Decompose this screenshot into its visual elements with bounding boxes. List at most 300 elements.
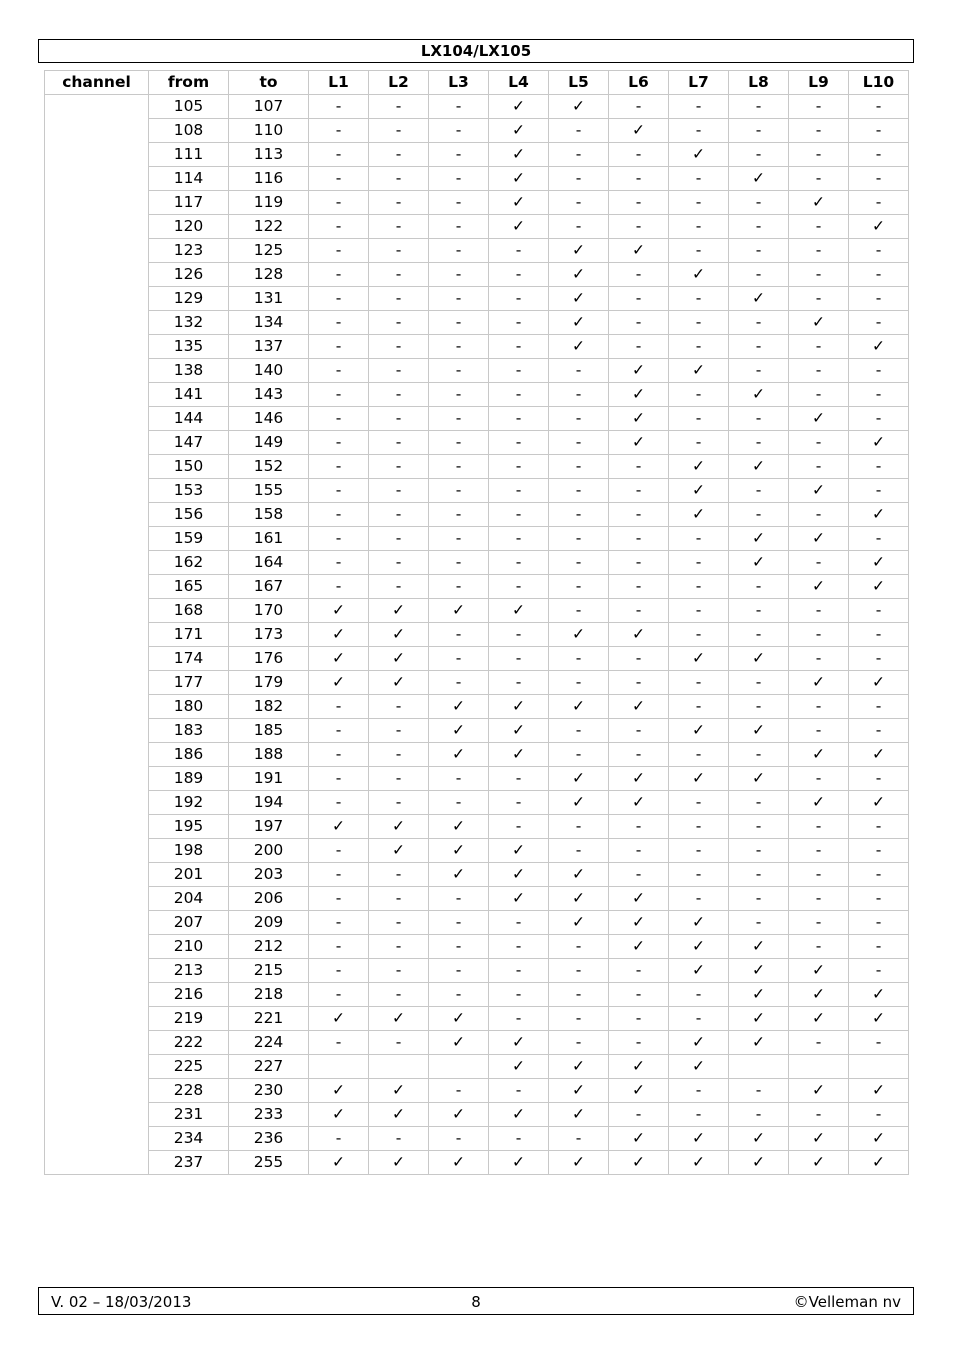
level-cell: - xyxy=(489,455,549,479)
to-cell: 185 xyxy=(229,719,309,743)
table-row xyxy=(45,167,909,191)
level-cell: ✓ xyxy=(309,599,369,623)
level-cell: - xyxy=(309,983,369,1007)
to-cell: 122 xyxy=(229,215,309,239)
to-cell: 143 xyxy=(229,383,309,407)
level-cell: ✓ xyxy=(849,743,909,767)
table-row xyxy=(45,407,909,431)
from-cell: 129 xyxy=(149,287,229,311)
column-header-from: from xyxy=(149,71,229,95)
level-cell: ✓ xyxy=(669,1055,729,1079)
level-cell: - xyxy=(849,95,909,119)
level-cell: - xyxy=(369,287,429,311)
level-cell: - xyxy=(849,839,909,863)
level-cell: - xyxy=(489,383,549,407)
level-cell: - xyxy=(849,959,909,983)
level-cell: - xyxy=(429,503,489,527)
from-cell: 111 xyxy=(149,143,229,167)
level-cell: ✓ xyxy=(429,695,489,719)
level-cell: ✓ xyxy=(849,575,909,599)
level-cell: - xyxy=(669,863,729,887)
level-cell: ✓ xyxy=(669,479,729,503)
level-cell: - xyxy=(369,455,429,479)
level-cell: - xyxy=(309,335,369,359)
table-row xyxy=(45,143,909,167)
level-cell: ✓ xyxy=(789,479,849,503)
level-cell: - xyxy=(729,311,789,335)
level-cell: - xyxy=(489,263,549,287)
table-row xyxy=(45,455,909,479)
level-cell: ✓ xyxy=(609,383,669,407)
level-cell: - xyxy=(669,383,729,407)
level-cell: ✓ xyxy=(669,1127,729,1151)
level-cell: ✓ xyxy=(729,767,789,791)
level-cell: - xyxy=(849,359,909,383)
level-cell: - xyxy=(729,743,789,767)
column-header-l5: L5 xyxy=(549,71,609,95)
level-cell: ✓ xyxy=(729,719,789,743)
level-cell: - xyxy=(429,287,489,311)
level-cell: ✓ xyxy=(429,719,489,743)
level-cell: - xyxy=(669,119,729,143)
table-row xyxy=(45,263,909,287)
level-cell: - xyxy=(789,263,849,287)
level-cell: ✓ xyxy=(549,287,609,311)
table-row xyxy=(45,959,909,983)
level-cell: - xyxy=(729,95,789,119)
page-footer xyxy=(38,1287,914,1315)
level-cell: - xyxy=(849,119,909,143)
level-cell: - xyxy=(369,503,429,527)
column-header-l9: L9 xyxy=(789,71,849,95)
level-cell: - xyxy=(549,431,609,455)
to-cell: 116 xyxy=(229,167,309,191)
from-cell: 222 xyxy=(149,1031,229,1055)
level-cell: - xyxy=(549,383,609,407)
level-cell: - xyxy=(789,599,849,623)
level-cell: - xyxy=(429,551,489,575)
from-cell: 168 xyxy=(149,599,229,623)
column-header-l2: L2 xyxy=(369,71,429,95)
level-cell: - xyxy=(789,359,849,383)
to-cell: 200 xyxy=(229,839,309,863)
level-cell: - xyxy=(369,239,429,263)
level-cell: ✓ xyxy=(669,263,729,287)
to-cell: 179 xyxy=(229,671,309,695)
level-cell: - xyxy=(429,935,489,959)
level-cell: - xyxy=(789,239,849,263)
level-cell: - xyxy=(609,815,669,839)
level-cell: - xyxy=(549,935,609,959)
from-cell: 210 xyxy=(149,935,229,959)
level-cell: - xyxy=(429,959,489,983)
level-cell: - xyxy=(549,1031,609,1055)
level-cell: - xyxy=(549,215,609,239)
table-row xyxy=(45,479,909,503)
level-cell: - xyxy=(369,311,429,335)
level-cell: - xyxy=(489,671,549,695)
level-cell: - xyxy=(609,1031,669,1055)
channel-table xyxy=(44,70,909,1175)
level-cell: - xyxy=(609,743,669,767)
level-cell: ✓ xyxy=(849,335,909,359)
level-cell: ✓ xyxy=(669,143,729,167)
level-cell: ✓ xyxy=(849,1079,909,1103)
level-cell: - xyxy=(849,143,909,167)
level-cell: - xyxy=(729,143,789,167)
to-cell: 113 xyxy=(229,143,309,167)
level-cell: - xyxy=(309,863,369,887)
level-cell: ✓ xyxy=(789,527,849,551)
level-cell: - xyxy=(309,143,369,167)
table-row xyxy=(45,359,909,383)
level-cell: - xyxy=(309,719,369,743)
from-cell: 165 xyxy=(149,575,229,599)
column-header-l6: L6 xyxy=(609,71,669,95)
to-cell: 128 xyxy=(229,263,309,287)
to-cell: 134 xyxy=(229,311,309,335)
level-cell: ✓ xyxy=(849,1151,909,1175)
level-cell: - xyxy=(609,719,669,743)
level-cell: - xyxy=(369,551,429,575)
level-cell: - xyxy=(609,1007,669,1031)
level-cell: - xyxy=(789,119,849,143)
level-cell: - xyxy=(429,383,489,407)
level-cell: - xyxy=(729,887,789,911)
table-row xyxy=(45,551,909,575)
level-cell: - xyxy=(309,191,369,215)
level-cell: - xyxy=(849,311,909,335)
level-cell: - xyxy=(669,407,729,431)
to-cell: 212 xyxy=(229,935,309,959)
level-cell: ✓ xyxy=(429,815,489,839)
level-cell: - xyxy=(609,167,669,191)
level-cell: - xyxy=(489,1127,549,1151)
level-cell: ✓ xyxy=(729,551,789,575)
level-cell: ✓ xyxy=(369,815,429,839)
to-cell: 161 xyxy=(229,527,309,551)
level-cell: - xyxy=(669,815,729,839)
level-cell: - xyxy=(789,839,849,863)
level-cell: - xyxy=(309,1031,369,1055)
table-row xyxy=(45,1007,909,1031)
level-cell: - xyxy=(309,575,369,599)
column-header-channel: channel xyxy=(45,71,149,95)
level-cell: - xyxy=(669,671,729,695)
level-cell: ✓ xyxy=(309,671,369,695)
level-cell: ✓ xyxy=(729,983,789,1007)
table-row xyxy=(45,1151,909,1175)
level-cell: - xyxy=(609,335,669,359)
table-body xyxy=(45,95,909,1175)
level-cell: - xyxy=(789,911,849,935)
table-row xyxy=(45,767,909,791)
level-cell: ✓ xyxy=(609,935,669,959)
level-cell: - xyxy=(309,935,369,959)
level-cell: ✓ xyxy=(789,983,849,1007)
level-cell: - xyxy=(429,335,489,359)
level-cell: - xyxy=(309,767,369,791)
to-cell: 206 xyxy=(229,887,309,911)
level-cell: - xyxy=(849,863,909,887)
level-cell: ✓ xyxy=(489,695,549,719)
level-cell: - xyxy=(369,887,429,911)
table-row xyxy=(45,647,909,671)
table-row xyxy=(45,911,909,935)
level-cell: - xyxy=(489,335,549,359)
level-cell: ✓ xyxy=(549,1151,609,1175)
level-cell: ✓ xyxy=(369,1007,429,1031)
table-row xyxy=(45,527,909,551)
from-cell: 126 xyxy=(149,263,229,287)
level-cell: ✓ xyxy=(369,839,429,863)
level-cell: ✓ xyxy=(789,671,849,695)
level-cell: ✓ xyxy=(789,743,849,767)
level-cell: ✓ xyxy=(789,1151,849,1175)
level-cell: - xyxy=(729,623,789,647)
level-cell: - xyxy=(789,695,849,719)
level-cell: - xyxy=(609,863,669,887)
level-cell: - xyxy=(549,551,609,575)
level-cell: ✓ xyxy=(309,815,369,839)
level-cell: - xyxy=(669,239,729,263)
level-cell: - xyxy=(609,1103,669,1127)
level-cell: ✓ xyxy=(609,767,669,791)
level-cell: ✓ xyxy=(549,1103,609,1127)
level-cell: ✓ xyxy=(669,935,729,959)
level-cell: - xyxy=(789,167,849,191)
level-cell: - xyxy=(489,551,549,575)
level-cell: - xyxy=(729,407,789,431)
level-cell: - xyxy=(789,383,849,407)
from-cell: 138 xyxy=(149,359,229,383)
level-cell: ✓ xyxy=(669,359,729,383)
level-cell: - xyxy=(309,1127,369,1151)
level-cell: - xyxy=(849,239,909,263)
document-title: LX104/LX105 xyxy=(38,39,914,63)
level-cell: - xyxy=(729,119,789,143)
level-cell: - xyxy=(369,119,429,143)
level-cell: - xyxy=(549,527,609,551)
level-cell: - xyxy=(309,839,369,863)
to-cell: 182 xyxy=(229,695,309,719)
level-cell: ✓ xyxy=(669,455,729,479)
level-cell: - xyxy=(309,695,369,719)
level-cell: - xyxy=(789,431,849,455)
level-cell: ✓ xyxy=(429,839,489,863)
level-cell: ✓ xyxy=(669,503,729,527)
level-cell: - xyxy=(669,551,729,575)
level-cell: - xyxy=(549,983,609,1007)
level-cell: ✓ xyxy=(549,263,609,287)
level-cell: - xyxy=(489,239,549,263)
level-cell: - xyxy=(849,911,909,935)
level-cell: - xyxy=(789,287,849,311)
from-cell: 201 xyxy=(149,863,229,887)
level-cell: ✓ xyxy=(789,1079,849,1103)
table-row xyxy=(45,743,909,767)
table-row xyxy=(45,1127,909,1151)
from-cell: 225 xyxy=(149,1055,229,1079)
level-cell: - xyxy=(729,575,789,599)
table-row xyxy=(45,599,909,623)
level-cell: - xyxy=(429,95,489,119)
level-cell: ✓ xyxy=(849,983,909,1007)
to-cell: 146 xyxy=(229,407,309,431)
to-cell: 215 xyxy=(229,959,309,983)
level-cell: ✓ xyxy=(309,1103,369,1127)
level-cell: - xyxy=(849,599,909,623)
level-cell: ✓ xyxy=(729,527,789,551)
level-cell: - xyxy=(549,167,609,191)
level-cell: - xyxy=(369,215,429,239)
level-cell: - xyxy=(549,479,609,503)
level-cell: ✓ xyxy=(489,143,549,167)
level-cell: - xyxy=(369,575,429,599)
to-cell: 203 xyxy=(229,863,309,887)
level-cell: - xyxy=(729,839,789,863)
level-cell: - xyxy=(849,479,909,503)
level-cell: - xyxy=(489,479,549,503)
level-cell: - xyxy=(669,1103,729,1127)
level-cell: - xyxy=(369,935,429,959)
to-cell: 188 xyxy=(229,743,309,767)
level-cell: ✓ xyxy=(849,215,909,239)
level-cell: - xyxy=(609,191,669,215)
level-cell: - xyxy=(789,215,849,239)
level-cell: - xyxy=(729,695,789,719)
table-row xyxy=(45,119,909,143)
table-row xyxy=(45,863,909,887)
level-cell: - xyxy=(309,407,369,431)
level-cell: - xyxy=(489,767,549,791)
level-cell: - xyxy=(669,311,729,335)
from-cell: 141 xyxy=(149,383,229,407)
level-cell: ✓ xyxy=(489,191,549,215)
level-cell xyxy=(369,1055,429,1079)
to-cell: 152 xyxy=(229,455,309,479)
level-cell: ✓ xyxy=(309,1151,369,1175)
level-cell: - xyxy=(489,407,549,431)
level-cell: - xyxy=(429,311,489,335)
level-cell: ✓ xyxy=(669,647,729,671)
table-row xyxy=(45,1031,909,1055)
level-cell: - xyxy=(669,191,729,215)
level-cell: ✓ xyxy=(669,1151,729,1175)
from-cell: 174 xyxy=(149,647,229,671)
column-header-l3: L3 xyxy=(429,71,489,95)
level-cell: - xyxy=(789,143,849,167)
from-cell: 228 xyxy=(149,1079,229,1103)
level-cell: ✓ xyxy=(489,719,549,743)
level-cell: - xyxy=(369,407,429,431)
level-cell: - xyxy=(309,431,369,455)
level-cell: - xyxy=(609,95,669,119)
level-cell: ✓ xyxy=(549,887,609,911)
level-cell: - xyxy=(489,815,549,839)
level-cell: - xyxy=(309,167,369,191)
from-cell: 207 xyxy=(149,911,229,935)
level-cell: ✓ xyxy=(489,1055,549,1079)
level-cell: - xyxy=(549,359,609,383)
to-cell: 173 xyxy=(229,623,309,647)
from-cell: 177 xyxy=(149,671,229,695)
from-cell: 123 xyxy=(149,239,229,263)
level-cell: - xyxy=(669,431,729,455)
level-cell: ✓ xyxy=(729,1151,789,1175)
from-cell: 120 xyxy=(149,215,229,239)
level-cell: ✓ xyxy=(789,1007,849,1031)
level-cell: ✓ xyxy=(369,647,429,671)
level-cell: - xyxy=(729,863,789,887)
level-cell: ✓ xyxy=(609,887,669,911)
from-cell: 213 xyxy=(149,959,229,983)
level-cell: - xyxy=(489,911,549,935)
table-row xyxy=(45,1103,909,1127)
level-cell: - xyxy=(729,599,789,623)
level-cell: - xyxy=(369,695,429,719)
level-cell xyxy=(309,1055,369,1079)
level-cell: ✓ xyxy=(609,911,669,935)
level-cell: ✓ xyxy=(729,1127,789,1151)
level-cell: - xyxy=(609,671,669,695)
level-cell: - xyxy=(609,551,669,575)
level-cell: - xyxy=(429,983,489,1007)
level-cell: - xyxy=(609,599,669,623)
level-cell: - xyxy=(429,359,489,383)
to-cell: 167 xyxy=(229,575,309,599)
level-cell: - xyxy=(609,215,669,239)
level-cell: - xyxy=(429,431,489,455)
level-cell: ✓ xyxy=(729,1007,789,1031)
level-cell: - xyxy=(369,743,429,767)
level-cell: ✓ xyxy=(549,623,609,647)
level-cell: ✓ xyxy=(309,647,369,671)
to-cell: 255 xyxy=(229,1151,309,1175)
level-cell: - xyxy=(789,647,849,671)
level-cell: ✓ xyxy=(549,911,609,935)
level-cell: - xyxy=(669,215,729,239)
level-cell: ✓ xyxy=(429,599,489,623)
to-cell: 140 xyxy=(229,359,309,383)
from-cell: 132 xyxy=(149,311,229,335)
level-cell: ✓ xyxy=(549,791,609,815)
level-cell: - xyxy=(789,767,849,791)
level-cell: - xyxy=(489,575,549,599)
level-cell: - xyxy=(669,335,729,359)
level-cell: - xyxy=(669,575,729,599)
footer-page-number: 8 xyxy=(471,1293,481,1311)
footer-copyright: ©Velleman nv xyxy=(793,1293,901,1311)
level-cell: ✓ xyxy=(489,119,549,143)
level-cell: ✓ xyxy=(549,863,609,887)
to-cell: 236 xyxy=(229,1127,309,1151)
level-cell: ✓ xyxy=(369,1103,429,1127)
level-cell: - xyxy=(309,743,369,767)
level-cell: - xyxy=(609,143,669,167)
level-cell: ✓ xyxy=(429,1103,489,1127)
level-cell: ✓ xyxy=(549,767,609,791)
level-cell: - xyxy=(549,407,609,431)
from-cell: 108 xyxy=(149,119,229,143)
level-cell: - xyxy=(789,335,849,359)
level-cell xyxy=(429,1055,489,1079)
level-cell: - xyxy=(849,719,909,743)
level-cell: ✓ xyxy=(549,95,609,119)
level-cell: ✓ xyxy=(369,671,429,695)
from-cell: 237 xyxy=(149,1151,229,1175)
to-cell: 149 xyxy=(229,431,309,455)
